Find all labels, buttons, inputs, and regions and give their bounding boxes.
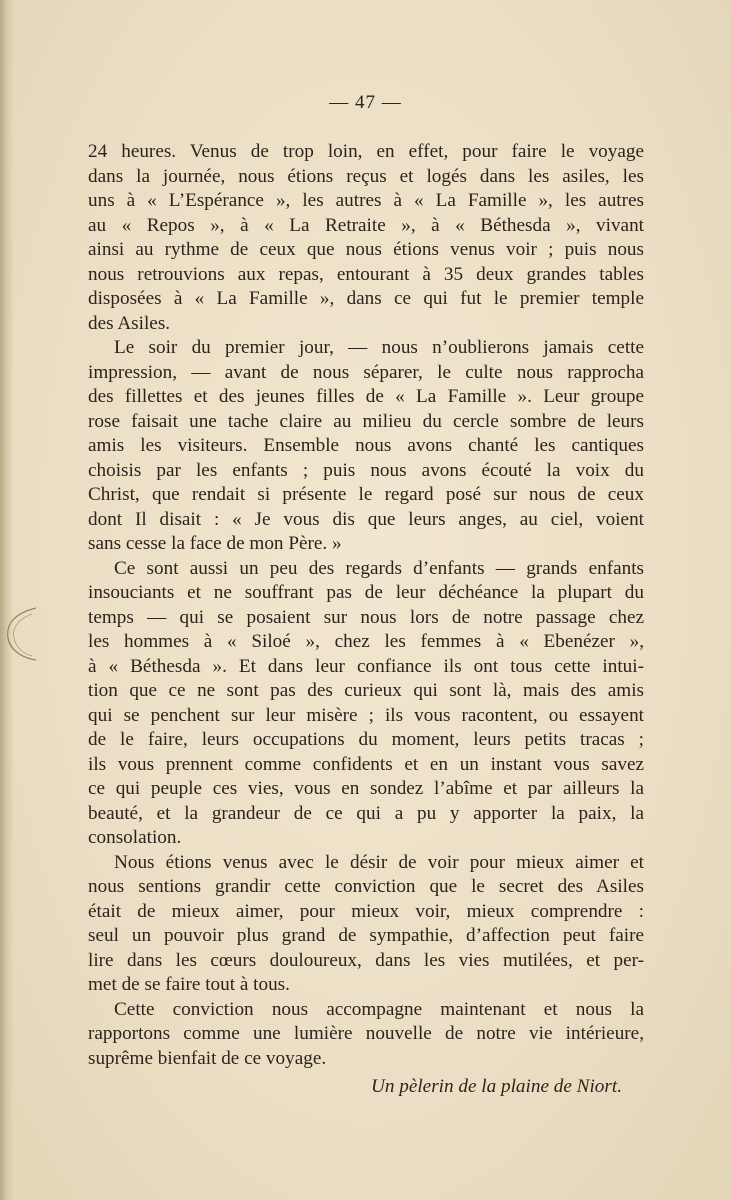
text-line: 24 heures. Venus de trop loin, en effet, pour faire le voyage bbox=[88, 141, 644, 162]
text-line: nous retrouvions aux repas, entourant à 35 deux grandes tables bbox=[88, 263, 644, 285]
text-line: consolation. bbox=[88, 827, 182, 848]
text-line: insouciants et ne souffrant pas de leur déchéance la plupart du bbox=[88, 582, 644, 603]
page-number: — 47 — bbox=[329, 92, 402, 113]
text-line: choisis par les enfants ; puis nous avons écouté la voix du bbox=[88, 459, 644, 481]
body-text bbox=[88, 140, 644, 1100]
text-line: uns à « L’Espérance », les autres à « La Famille », les autres bbox=[88, 190, 644, 211]
text-line: ainsi au rythme de ceux que nous étions venus voir ; puis nous bbox=[88, 239, 644, 260]
text-line: était de mieux aimer, pour mieux voir, mieux comprendre : bbox=[88, 900, 644, 922]
text-line: ce qui peuple ces vies, vous en sondez l’abîme et par ailleurs la bbox=[88, 778, 644, 799]
text-line: amis les visiteurs. Ensemble nous avons chanté les cantiques bbox=[88, 435, 644, 456]
text-line: rose faisait une tache claire au milieu du cercle sombre de leurs bbox=[88, 410, 644, 432]
text-line: impression, — avant de nous séparer, le culte nous rapprocha bbox=[88, 361, 644, 383]
text-line: suprême bienfait de ce voyage. bbox=[88, 1047, 327, 1069]
text-line: qui se penchent sur leur misère ; ils vous racontent, ou essayent bbox=[88, 704, 644, 726]
text-line: nous sentions grandir cette conviction que le secret des Asiles bbox=[88, 876, 644, 897]
text-line: beauté, et la grandeur de ce qui a pu y apporter la paix, la bbox=[88, 802, 644, 824]
text-line: met de se faire tout à tous. bbox=[88, 974, 290, 995]
text-line: dans la journée, nous étions reçus et logés dans les asiles, les bbox=[88, 165, 644, 187]
text-line: dont Il disait : « Je vous dis que leurs anges, au ciel, voient bbox=[88, 508, 644, 530]
text-line: tion que ce ne sont pas des curieux qui sont là, mais des amis bbox=[88, 680, 644, 701]
text-line: Le soir du premier jour, — nous n’oublierons jamais cette bbox=[114, 337, 644, 358]
text-line: seul un pouvoir plus grand de sympathie, d’affection peut faire bbox=[88, 925, 644, 946]
text-line: disposées à « La Famille », dans ce qui fut le premier temple bbox=[88, 288, 644, 309]
spine-shadow bbox=[0, 0, 14, 1200]
text-line: au « Repos », à « La Retraite », à « Béthesda », vivant bbox=[88, 214, 644, 236]
text-line: lire dans les cœurs douloureux, dans les vies mutilées, et per- bbox=[88, 949, 644, 971]
text-line: ils vous prennent comme confidents et en un instant vous savez bbox=[88, 753, 644, 775]
text-line: les hommes à « Siloé », chez les femmes à « Ebenézer », bbox=[88, 631, 644, 652]
text-line: des Asiles. bbox=[88, 312, 171, 334]
text-line: Nous étions venus avec le désir de voir pour mieux aimer et bbox=[114, 851, 644, 873]
text-line: de le faire, leurs occupations du moment, leurs petits tracas ; bbox=[88, 729, 644, 750]
text-line: des fillettes et des jeunes filles de « La Famille ». Leur groupe bbox=[88, 386, 644, 407]
text-line: rapportons comme une lumière nouvelle de notre vie intérieure, bbox=[88, 1023, 644, 1044]
text-line: temps — qui se posaient sur nous lors de notre passage chez bbox=[88, 606, 644, 628]
text-line: Ce sont aussi un peu des regards d’enfants — grands enfants bbox=[114, 557, 644, 579]
text-line: Christ, que rendait si présente le regard posé sur nous de ceux bbox=[88, 484, 644, 505]
text-line: sans cesse la face de mon Père. » bbox=[88, 533, 342, 554]
signature: Un pèlerin de la plaine de Niort. bbox=[370, 1076, 622, 1097]
text-line: Cette conviction nous accompagne maintenant et nous la bbox=[114, 998, 644, 1020]
text-line: à « Béthesda ». Et dans leur confiance ils ont tous cette intui- bbox=[88, 655, 644, 677]
paper-clip-mark bbox=[2, 604, 38, 664]
